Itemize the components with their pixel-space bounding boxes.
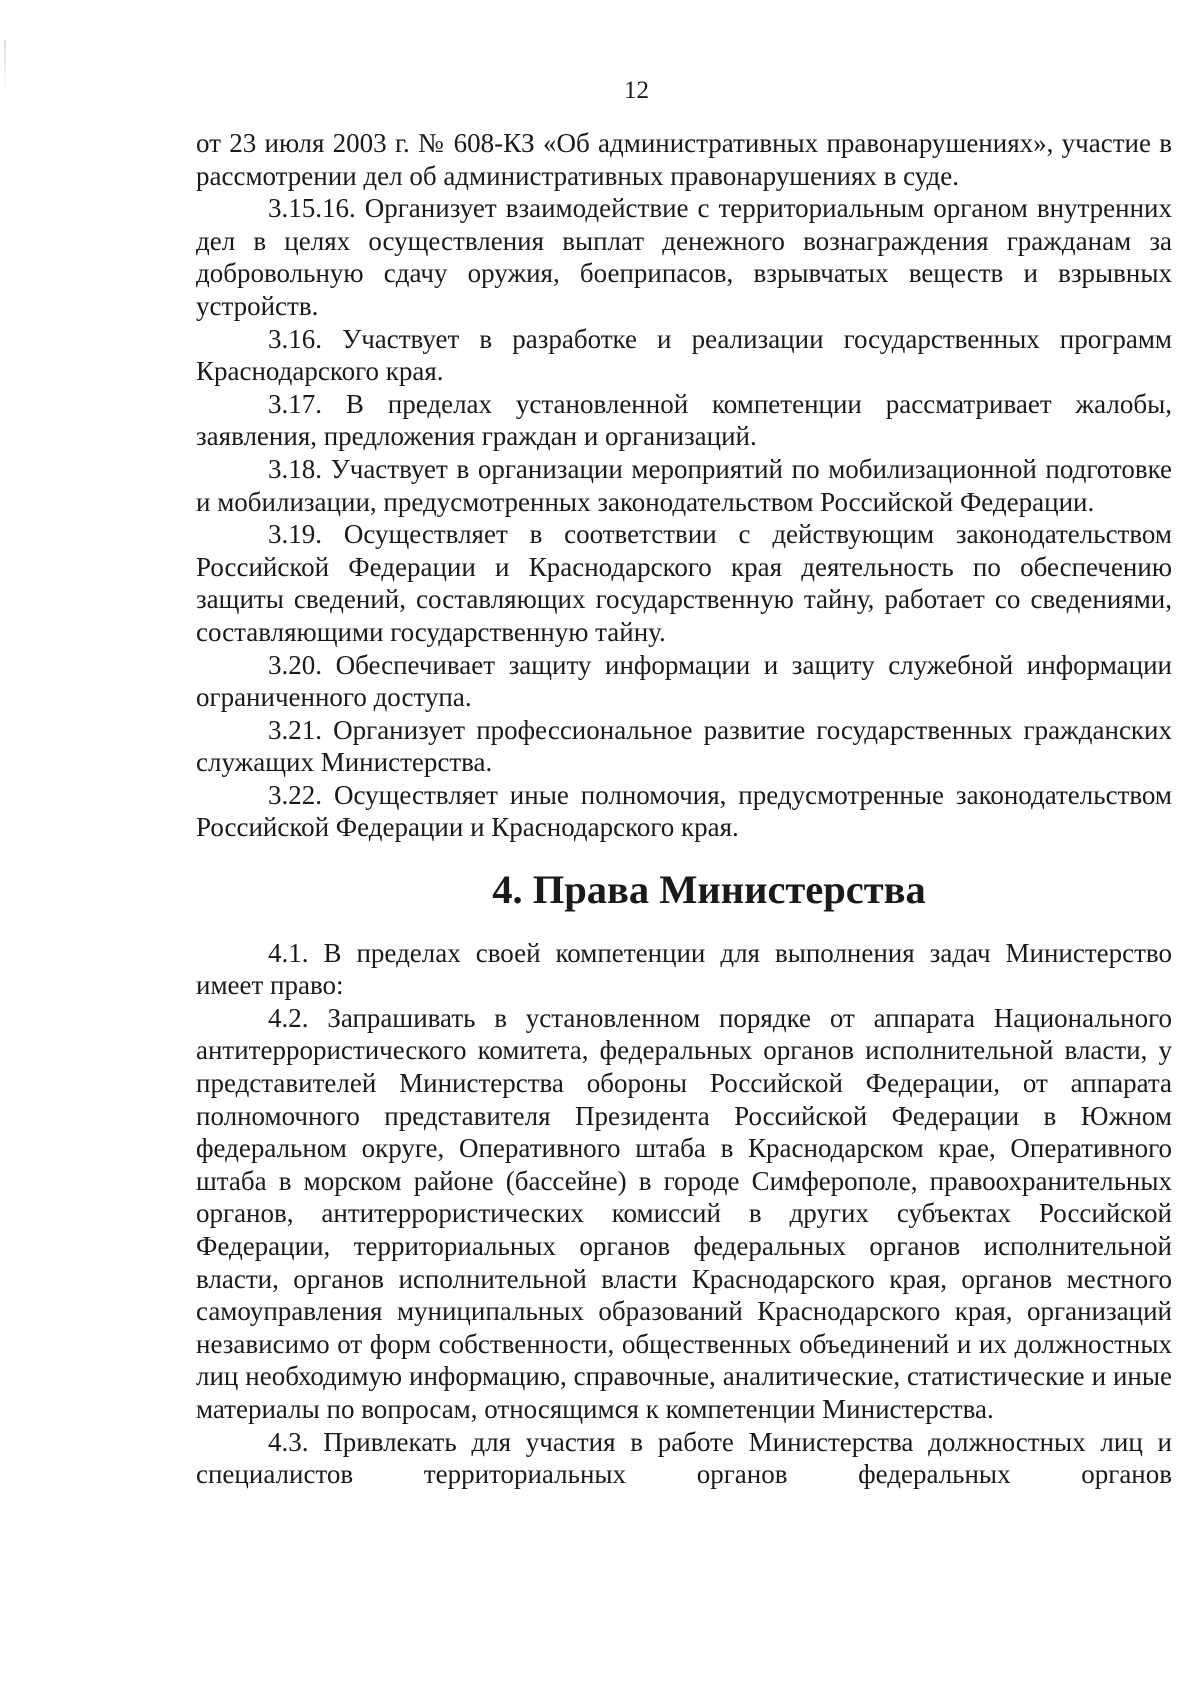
paragraph-p-3-18: 3.18. Участвует в организации мероприятий по мобилизационной подготовке и мобилизации, предусмотренных законодательством Российской Федерации. bbox=[196, 453, 1172, 517]
paragraph-p-4-2: 4.2. Запрашивать в установленном порядке от аппарата Национального антитеррористического комитета, федеральных органов исполнительной власти, у представителей Министерства обороны Российской Федерации, от аппарата полномочного представителя Президента Российской Федерации в Южном федеральном округе, Оперативного штаба в Краснодарском крае, Оперативного штаба в морском районе (бассейне) в городе Симферополе, правоохранительных органов, антитеррористических комиссий в других субъектах Российской Федерации, территориальных органов федеральных органов исполнительной власти, органов исполнительной власти Краснодарского края, органов местного самоуправления муниципальных образований Краснодарского края, организаций независимо от форм собственности, общественных объединений и их должностных лиц необходимую информацию, справочные, аналитические, статистические и иные материалы по вопросам, относящимся к компетенции Министерства. bbox=[196, 1002, 1172, 1424]
paragraph-p-3-22: 3.22. Осуществляет иные полномочия, предусмотренные законодательством Российской Федерации и Краснодарского края. bbox=[196, 779, 1172, 843]
section-3-continuation bbox=[196, 127, 1172, 844]
paragraph-p-3-16: 3.16. Участвует в разработке и реализации государственных программ Краснодарского края. bbox=[196, 323, 1172, 387]
page-number: 12 bbox=[624, 77, 649, 104]
paragraph-p-3-15-16: 3.15.16. Организует взаимодействие с территориальным органом внутренних дел в целях осуществления выплат денежного вознаграждения гражданам за добровольную сдачу оружия, боеприпасов, взрывчатых веществ и взрывных устройств. bbox=[196, 193, 1172, 321]
paragraph-p-3-20: 3.20. Обеспечивает защиту информации и защиту служебной информации ограниченного доступа. bbox=[196, 649, 1172, 713]
document-body bbox=[196, 127, 1172, 1491]
paragraph-p-cont: от 23 июля 2003 г. № 608-КЗ «Об административных правонарушениях», участие в рассмотрении дел об административных правонарушениях в суде. bbox=[196, 128, 1172, 191]
paragraph-p-3-17: 3.17. В пределах установленной компетенции рассматривает жалобы, заявления, предложения граждан и организаций. bbox=[196, 388, 1172, 452]
paragraph-p-3-19: 3.19. Осуществляет в соответствии с действующим законодательством Российской Федерации и Краснодарского края деятельность по обеспечению защиты сведений, составляющих государственную тайну, работает со сведениями, составляющими государственную тайну. bbox=[196, 519, 1172, 647]
paragraph-p-4-1: 4.1. В пределах своей компетенции для выполнения задач Министерство имеет право: bbox=[196, 937, 1172, 1001]
paragraph-p-3-21: 3.21. Организует профессиональное развитие государственных гражданских служащих Министерства. bbox=[196, 714, 1172, 778]
section-4-body bbox=[196, 937, 1172, 1491]
section-heading: 4. Права Министерства bbox=[492, 867, 926, 913]
paragraph-p-4-3: 4.3. Привлекать для участия в работе Министерства должностных лиц и специалистов территориальных органов федеральных органов bbox=[196, 1426, 1172, 1490]
